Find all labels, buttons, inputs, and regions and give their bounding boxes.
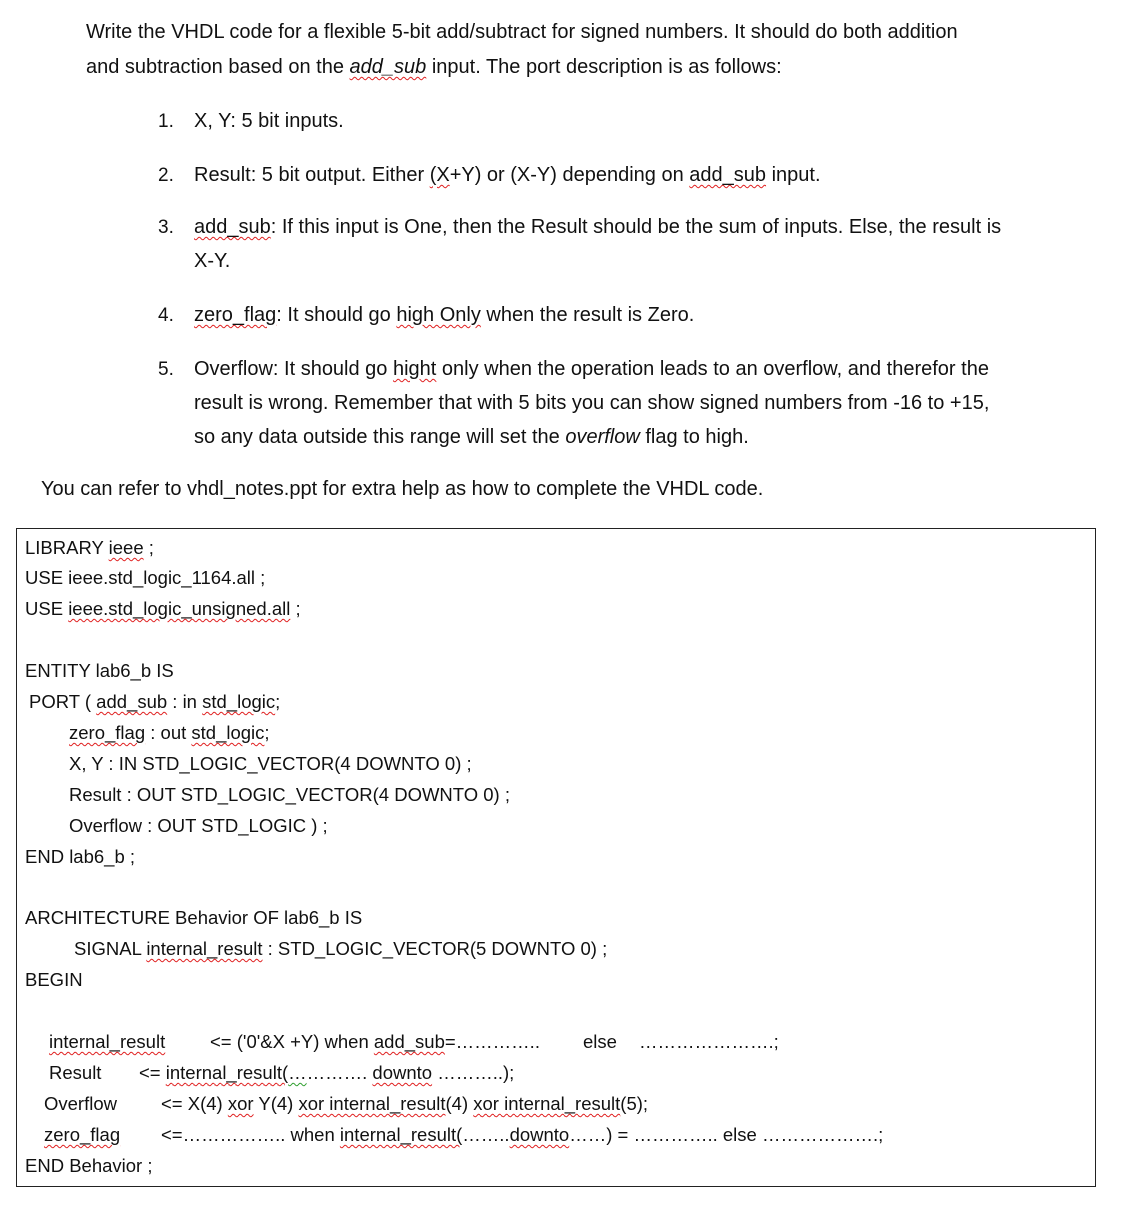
intro-line-1: Write the VHDL code for a flexible 5-bit add/subtract for signed numbers. It should do both addition	[86, 21, 958, 43]
list-text: Result: 5 bit output. Either (X+Y) or (X-Y) depending on add_sub input.	[194, 164, 821, 186]
code-use-line-1: USE ieee.std_logic_1164.all ;	[25, 567, 266, 588]
intro-line-2: and subtraction based on the add_sub input. The port description is as follows:	[86, 56, 782, 78]
list-text: X, Y: 5 bit inputs.	[194, 110, 344, 132]
code-token: else	[583, 1031, 617, 1052]
list-text-continued: X-Y.	[194, 250, 231, 272]
code-token: ………………….;	[639, 1031, 779, 1052]
code-token: Result	[49, 1062, 102, 1083]
code-use-line-2: USE ieee.std_logic_unsigned.all ;	[25, 598, 301, 619]
code-end-architecture-line: END Behavior ;	[25, 1155, 153, 1176]
code-library-line: LIBRARY ieee ;	[25, 537, 154, 558]
code-overflow-port-line: Overflow : OUT STD_LOGIC ) ;	[69, 815, 328, 836]
list-text: zero_flag: It should go high Only when the result is Zero.	[194, 304, 695, 326]
code-token: Overflow	[44, 1093, 117, 1114]
list-number: 1.	[158, 111, 174, 132]
code-result-port-line: Result : OUT STD_LOGIC_VECTOR(4 DOWNTO 0) ;	[69, 784, 511, 805]
list-text-continued: result is wrong. Remember that with 5 bits you can show signed numbers from -16 to +15,	[194, 392, 990, 414]
code-entity-line: ENTITY lab6_b IS	[25, 660, 174, 681]
code-port-line: PORT ( add_sub : in std_logic;	[29, 691, 281, 712]
code-token: <=…………….. when internal_result(……..downto……) = ………….. else ……………….;	[161, 1124, 884, 1145]
code-token: <= internal_result(…………. downto ………..);	[139, 1062, 515, 1083]
list-number: 2.	[158, 165, 174, 186]
code-architecture-line: ARCHITECTURE Behavior OF lab6_b IS	[25, 907, 363, 928]
list-text-continued: so any data outside this range will set the overflow flag to high.	[194, 426, 749, 448]
list-number: 3.	[158, 217, 174, 238]
code-token: <= X(4) xor Y(4) xor internal_result(4) xor internal_result(5);	[161, 1093, 649, 1114]
code-signal-line: SIGNAL internal_result : STD_LOGIC_VECTOR(5 DOWNTO 0) ;	[74, 938, 608, 959]
code-end-entity-line: END lab6_b ;	[25, 846, 136, 867]
list-number: 5.	[158, 359, 174, 380]
list-text: Overflow: It should go hight only when the operation leads to an overflow, and therefor the	[194, 358, 989, 380]
code-token: <= ('0'&X +Y) when add_sub=…………..	[210, 1031, 540, 1052]
list-number: 4.	[158, 305, 174, 326]
code-token: internal_result	[49, 1031, 166, 1052]
code-begin-line: BEGIN	[25, 969, 83, 990]
code-zero-flag-port-line: zero_flag : out std_logic;	[69, 722, 270, 743]
code-xy-port-line: X, Y : IN STD_LOGIC_VECTOR(4 DOWNTO 0) ;	[69, 753, 472, 774]
refer-note: You can refer to vhdl_notes.ppt for extra help as how to complete the VHDL code.	[41, 478, 764, 500]
list-text: add_sub: If this input is One, then the Result should be the sum of inputs. Else, the result is	[194, 216, 1002, 238]
vhdl-code-box	[16, 528, 1096, 1187]
code-token: zero_flag	[44, 1124, 121, 1145]
